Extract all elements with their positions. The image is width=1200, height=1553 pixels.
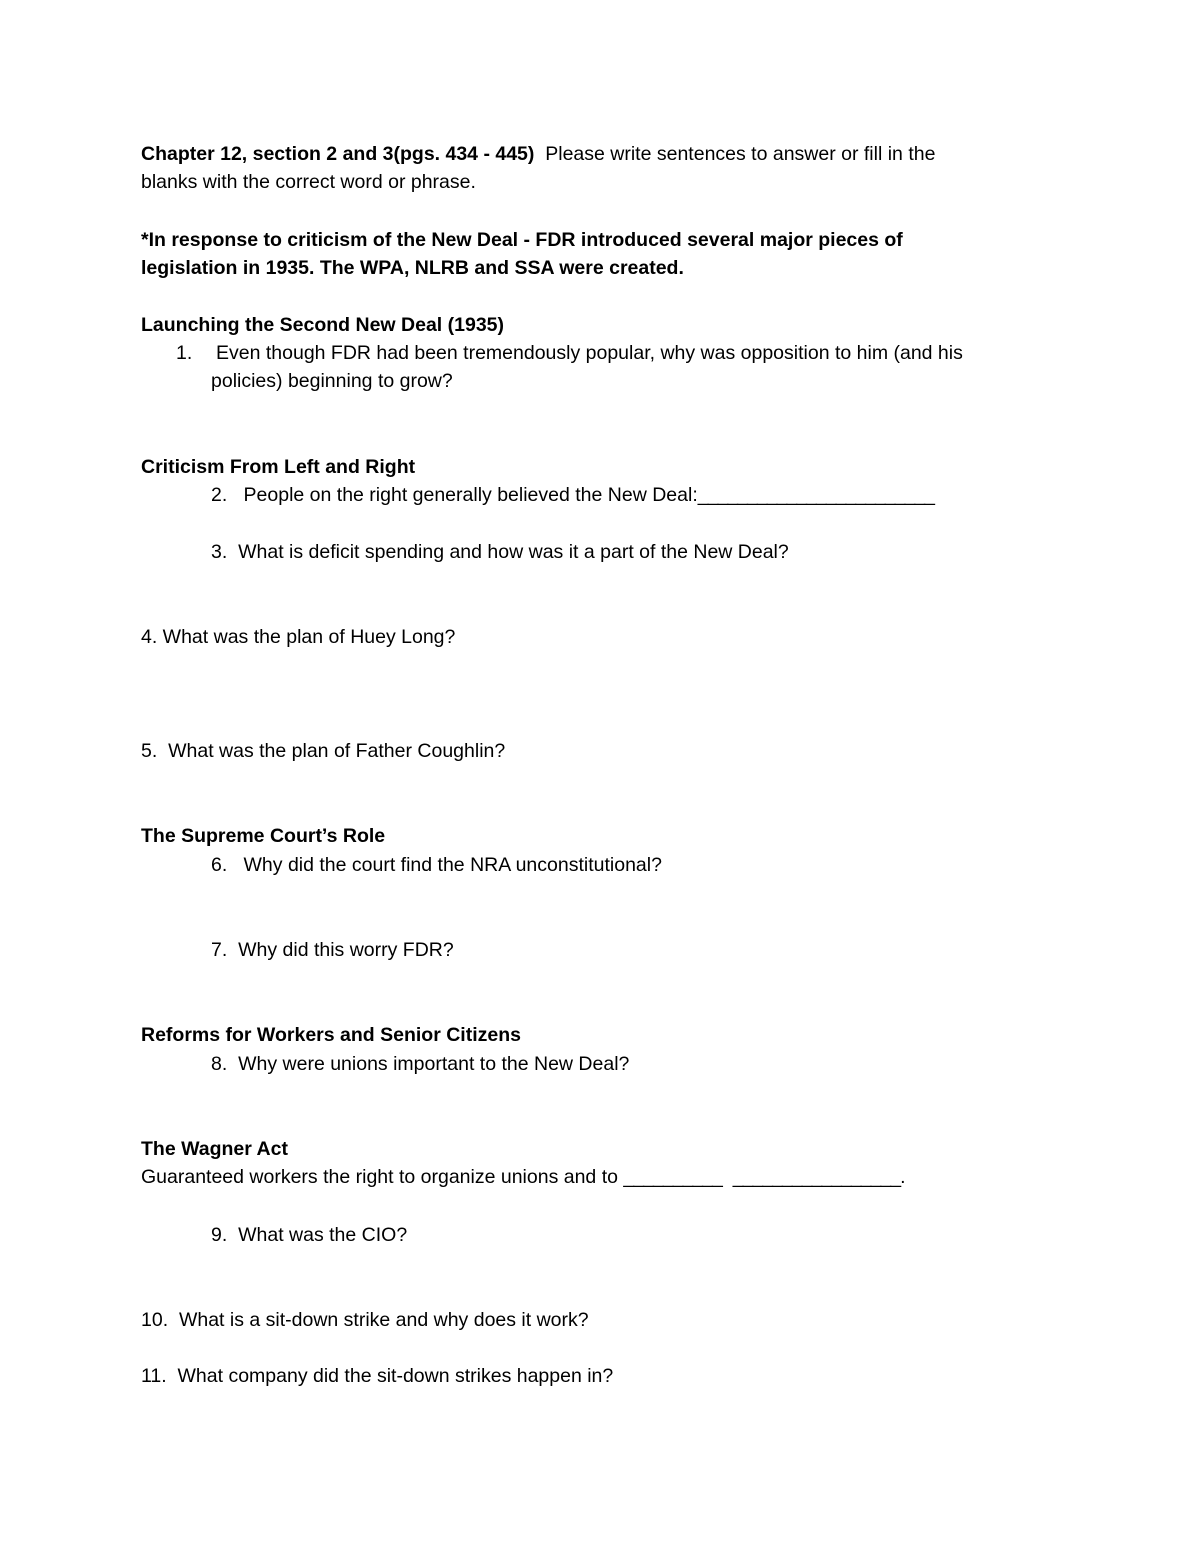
- question-number: 5.: [141, 740, 158, 762]
- question-8: [211, 1050, 629, 1078]
- section-title-criticism: Criticism From Left and Right: [141, 456, 416, 478]
- sentence-period: .: [900, 1166, 906, 1188]
- question-7: [211, 936, 454, 964]
- question-10-text: What is a sit-down strike and why does it work?: [178, 1309, 589, 1331]
- intro-line-1: [141, 140, 935, 168]
- instructions-text: Please write sentences to answer or fill in the: [545, 143, 936, 165]
- instructions-line-2: blanks with the correct word or phrase.: [141, 171, 476, 193]
- note-line-1: *In response to criticism of the New Deal - FDR introduced several major pieces of: [141, 229, 903, 251]
- section-title-wagner: The Wagner Act: [141, 1138, 288, 1160]
- question-number: 6.: [211, 854, 228, 876]
- question-4: 4. What was the plan of Huey Long?: [141, 626, 456, 648]
- section-title-second-new-deal: Launching the Second New Deal (1935): [141, 314, 504, 336]
- question-1-text-line-1: Even though FDR had been tremendously popular, why was opposition to him (and his: [216, 342, 963, 364]
- question-2: [211, 481, 934, 509]
- question-number: 8.: [211, 1053, 228, 1075]
- question-11: [141, 1362, 613, 1390]
- question-number: 10.: [141, 1309, 169, 1331]
- question-7-text: Why did this worry FDR?: [238, 939, 454, 961]
- question-number: 11.: [141, 1365, 167, 1387]
- question-number: 1.: [176, 342, 193, 364]
- question-3: [211, 538, 789, 566]
- chapter-heading: Chapter 12, section 2 and 3(pgs. 434 - 445): [141, 143, 535, 165]
- question-number: 7.: [211, 939, 228, 961]
- answer-blank: ________________________: [697, 484, 935, 506]
- question-1-text-line-2: policies) beginning to grow?: [211, 370, 453, 392]
- question-11-text: What company did the sit-down strikes happen in?: [177, 1365, 614, 1387]
- question-number: 9.: [211, 1224, 228, 1246]
- question-2-text: People on the right generally believed the New Deal:: [243, 484, 698, 506]
- question-5-text: What was the plan of Father Coughlin?: [168, 740, 506, 762]
- question-6: [211, 851, 662, 879]
- question-3-text: What is deficit spending and how was it a part of the New Deal?: [238, 541, 789, 563]
- wagner-sentence: [141, 1163, 905, 1191]
- question-5: [141, 737, 505, 765]
- answer-blank: _________________: [732, 1166, 901, 1188]
- question-10: [141, 1306, 589, 1334]
- question-number: 3.: [211, 541, 228, 563]
- question-9: [211, 1221, 407, 1249]
- question-9-text: What was the CIO?: [238, 1224, 408, 1246]
- answer-blank: __________: [623, 1166, 722, 1188]
- question-number: 2.: [211, 484, 228, 506]
- section-title-reforms: Reforms for Workers and Senior Citizens: [141, 1024, 521, 1046]
- wagner-sentence-text: Guaranteed workers the right to organize unions and to: [141, 1166, 618, 1188]
- question-1: [176, 339, 192, 367]
- question-8-text: Why were unions important to the New Deal?: [238, 1053, 630, 1075]
- note-line-2: legislation in 1935. The WPA, NLRB and SSA were created.: [141, 257, 684, 279]
- section-title-supreme-court: The Supreme Court’s Role: [141, 825, 386, 847]
- question-6-text: Why did the court find the NRA unconstitutional?: [243, 854, 662, 876]
